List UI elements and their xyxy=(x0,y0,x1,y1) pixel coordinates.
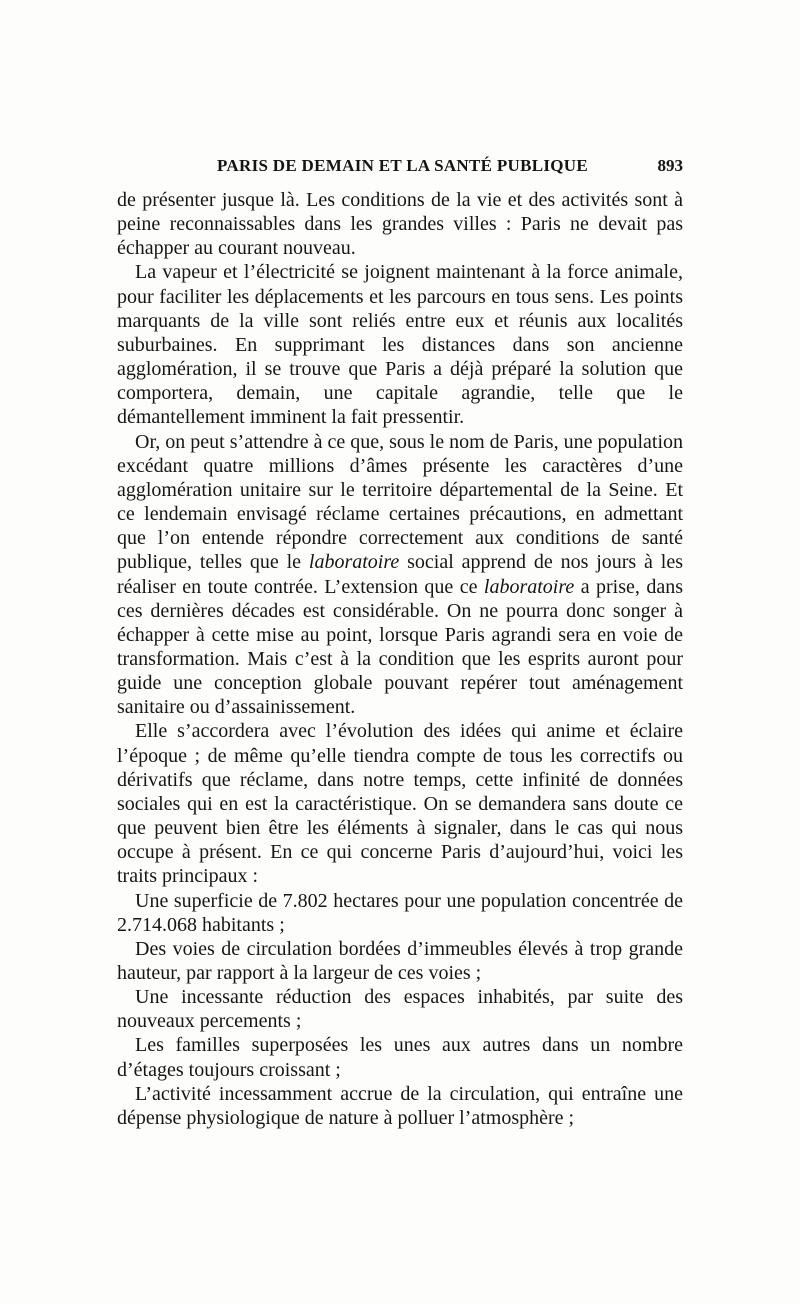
running-title: PARIS DE DEMAIN ET LA SANTÉ PUBLIQUE xyxy=(217,156,589,175)
list-paragraph: Des voies de circulation bordées d’immeubles élevés à trop grande hauteur, par rapport à la largeur de ces voies ; xyxy=(117,937,683,984)
paragraph: de présenter jusque là. Les conditions de la vie et des activités sont à peine reconnaissables dans les grandes villes : Paris ne devait pas échapper au courant nouveau. xyxy=(117,189,683,260)
text-run: social apprend de nos jours à les réaliser en toute contrée. L’extension que ce xyxy=(117,551,683,598)
text-run: a prise, dans ces dernières décades est considérable. On ne pourra donc songer à échapper à cette mise au point, lorsque Paris agrandi sera en voie de transformation. Mais c’est à la condition que les esprits auront pour guide une conception globale pouvant repérer tout aménagement sanitaire ou d’assainissement. xyxy=(117,575,683,719)
list-paragraph: L’activité incessamment accrue de la circulation, qui entraîne une dépense physiologique de nature à polluer l’atmosphère ; xyxy=(117,1082,683,1129)
list-paragraph: Une superficie de 7.802 hectares pour une population concentrée de 2.714.068 habitants ; xyxy=(117,889,683,936)
body-text xyxy=(117,188,683,1130)
italic-term: laboratoire xyxy=(483,575,575,598)
list-paragraph: Les familles superposées les unes aux autres dans un nombre d’étages toujours croissant ; xyxy=(117,1034,683,1081)
paragraph xyxy=(117,430,683,720)
paragraph: Elle s’accordera avec l’évolution des idées qui anime et éclaire l’époque ; de même qu’elle tiendra compte de tous les correctifs ou dérivatifs que réclame, dans notre temps, cette infinité de données sociales qui en est la caractéristique. On se demandera sans doute ce que peuvent bien être les éléments à signaler, dans le cas qui nous occupe à présent. En ce qui concerne Paris d’aujourd’hui, voici les traits principaux : xyxy=(117,720,683,888)
paragraph: La vapeur et l’électricité se joignent maintenant à la force animale, pour faciliter les déplacements et les parcours en tous sens. Les points marquants de la ville sont reliés entre eux et réunis aux localités suburbaines. En supprimant les distances dans son ancienne agglomération, il se trouve que Paris a déjà préparé la solution que comportera, demain, une capitale agrandie, telle que le démantellement imminent la fait pressentir. xyxy=(117,261,683,429)
italic-term: laboratoire xyxy=(308,551,400,574)
running-head xyxy=(117,156,683,182)
text-run: Or, on peut s’attendre à ce que, sous le nom de Paris, une population excédant quatre millions d’âmes présente les caractères d’une agglomération unitaire sur le territoire départemental de la Seine. Et ce lendemain envisagé réclame certaines précautions, en admettant que l’on entende répondre correctement aux conditions de santé publique, telles que le xyxy=(117,430,683,574)
list-paragraph: Une incessante réduction des espaces inhabités, par suite des nouveaux percements ; xyxy=(117,986,683,1033)
page-number: 893 xyxy=(657,156,683,175)
